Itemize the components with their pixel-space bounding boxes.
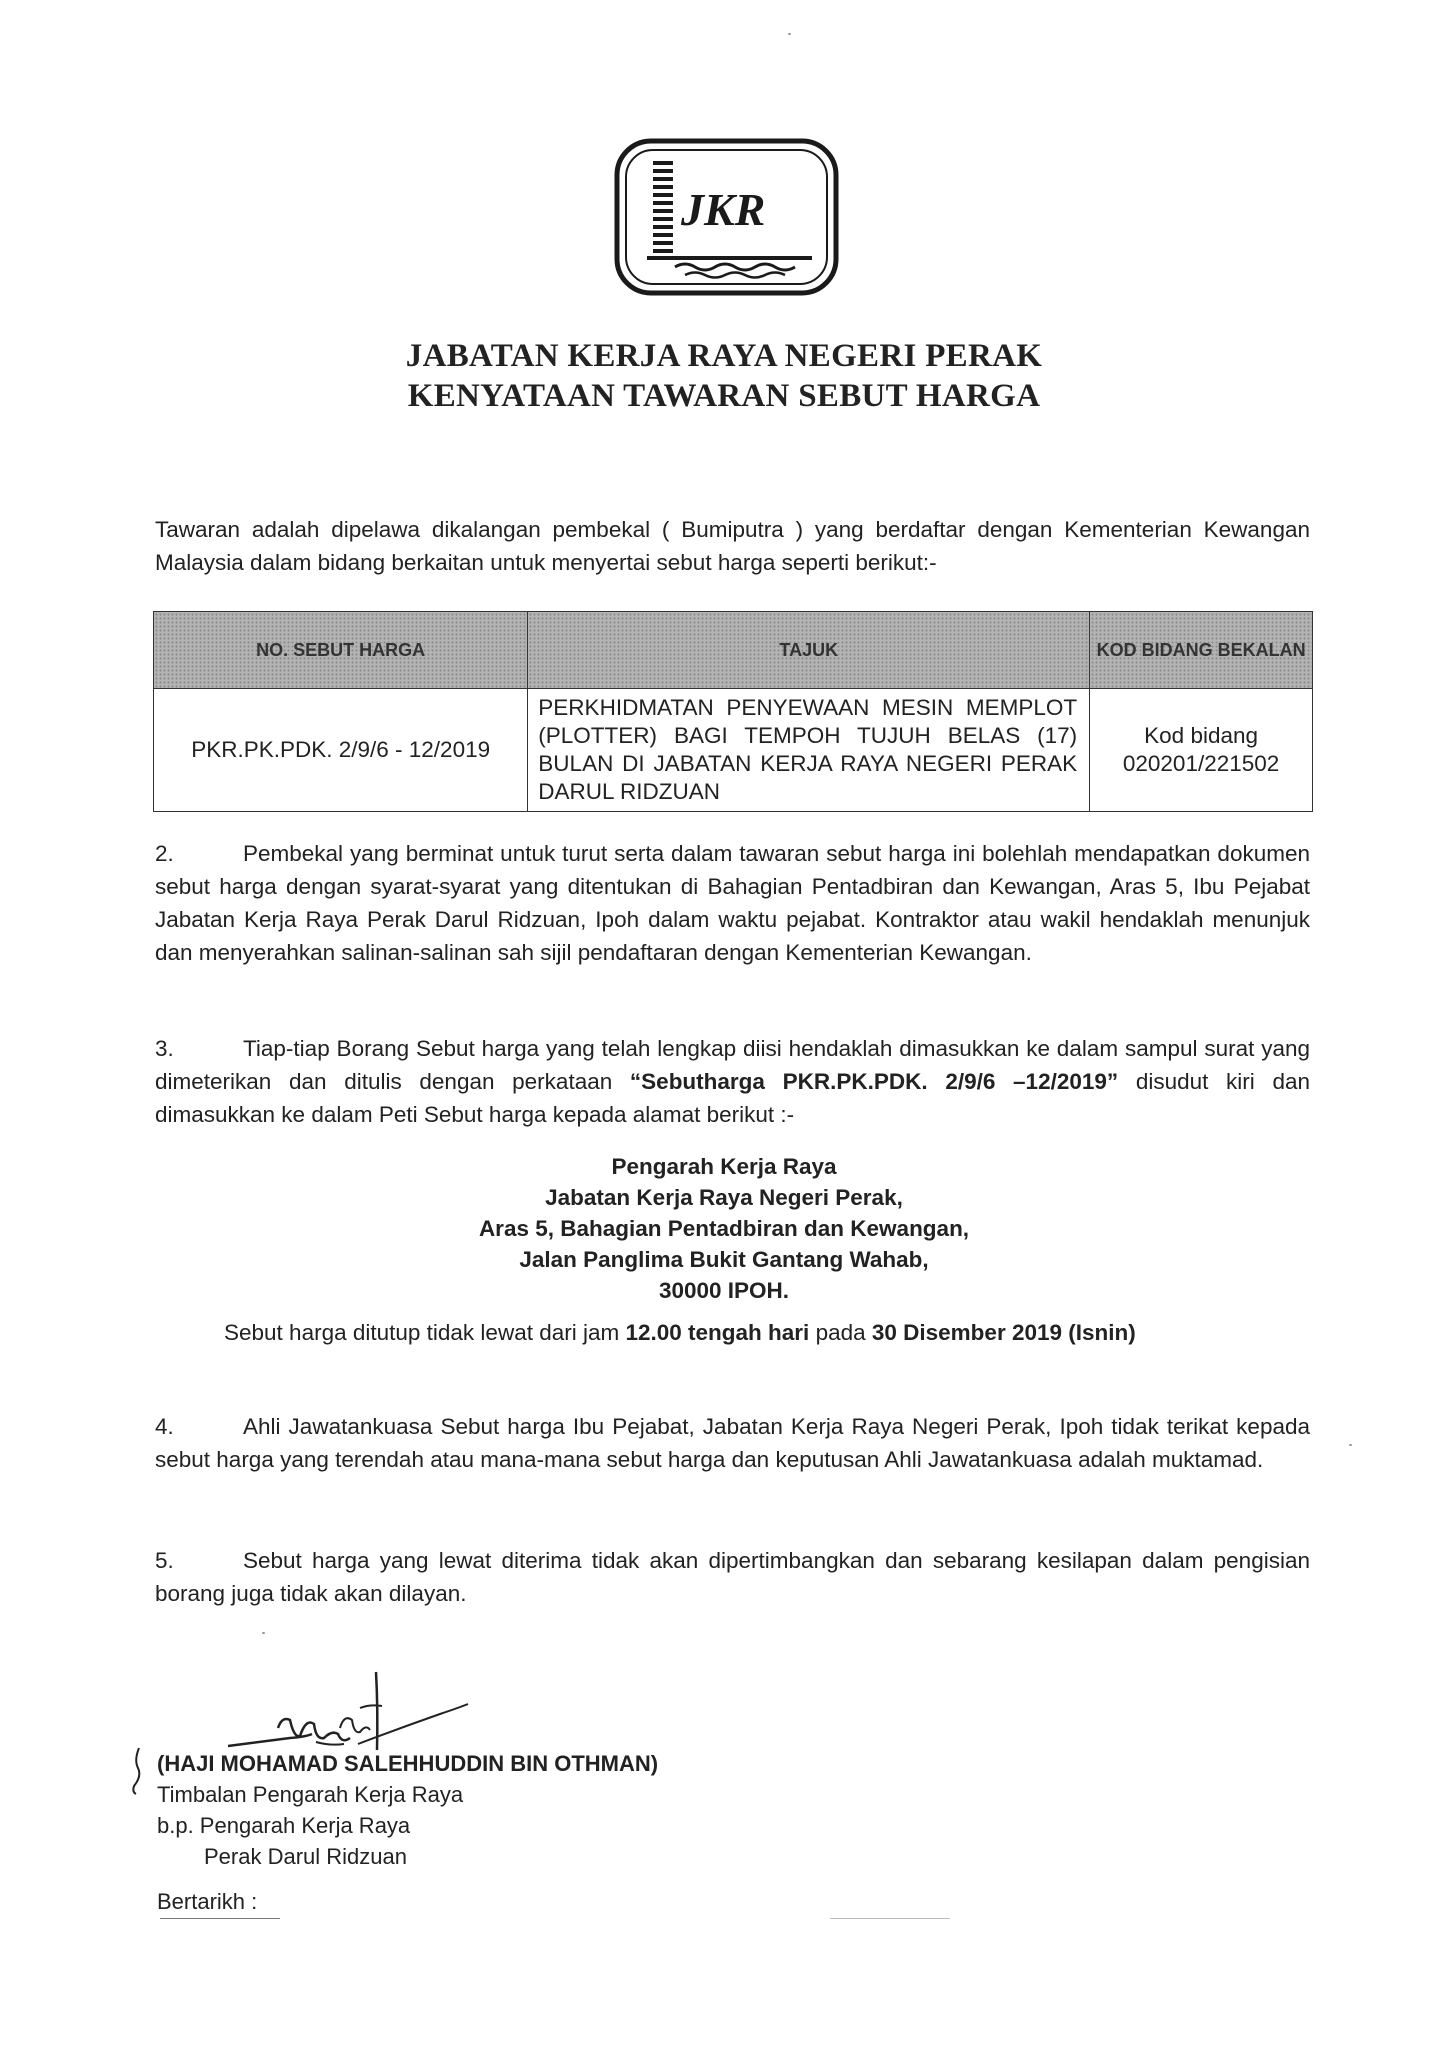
- department-title: JABATAN KERJA RAYA NEGERI PERAK: [405, 338, 1043, 374]
- logo-text: JKR: [681, 184, 766, 235]
- kod-value: 020201/221502: [1122, 751, 1280, 776]
- quotation-table: [153, 611, 1313, 812]
- address-line: 30000 IPOH.: [658, 1278, 790, 1303]
- paragraph-number: 3.: [155, 1036, 174, 1061]
- jkr-logo: [613, 137, 840, 297]
- scan-speck: [262, 1632, 265, 1634]
- paragraph-number: 2.: [155, 841, 174, 866]
- address-line: Pengarah Kerja Raya: [611, 1154, 837, 1179]
- cell-kod-bidang: [1090, 689, 1313, 812]
- kod-label: Kod bidang: [1144, 723, 1259, 748]
- cell-no-sebut-harga: PKR.PK.PDK. 2/9/6 - 12/2019: [154, 689, 528, 812]
- paragraph-number: 4.: [155, 1414, 174, 1439]
- address-line: Jalan Panglima Bukit Gantang Wahab,: [519, 1247, 929, 1272]
- paragraph-number: 5.: [155, 1548, 174, 1573]
- scan-speck: [788, 33, 791, 35]
- signatory-name: (HAJI MOHAMAD SALEHHUDDIN BIN OTHMAN): [157, 1751, 659, 1776]
- scan-artifact: [830, 1918, 950, 1919]
- column-header-no: NO. SEBUT HARGA: [154, 612, 528, 689]
- paragraph-2: [155, 837, 1310, 969]
- scan-speck: [1349, 1444, 1352, 1446]
- closing-mid: pada: [809, 1320, 872, 1345]
- paragraph-text: Sebut harga yang lewat diterima tidak akan dipertimbangkan dan sebarang kesilapan dalam pengisian borang juga tidak akan dilayan.: [155, 1548, 1310, 1606]
- address-line: Aras 5, Bahagian Pentadbiran dan Kewangan,: [478, 1216, 970, 1241]
- signatory-bp: b.p. Pengarah Kerja Raya: [157, 1813, 411, 1838]
- paragraph-3: [155, 1032, 1310, 1131]
- closing-time: 12.00 tengah hari: [625, 1320, 810, 1345]
- envelope-label: “Sebutharga PKR.PK.PDK. 2/9/6 –12/2019”: [629, 1069, 1119, 1094]
- paragraph-text: Ahli Jawatankuasa Sebut harga Ibu Pejabat, Jabatan Kerja Raya Negeri Perak, Ipoh tidak terikat kepada sebut harga yang terendah atau mana-mana sebut harga dan keputusan Ahli Jawatankuasa adalah muktamad.: [155, 1414, 1310, 1472]
- address-line: Jabatan Kerja Raya Negeri Perak,: [545, 1185, 903, 1210]
- paragraph-4: [155, 1410, 1310, 1476]
- column-header-tajuk: TAJUK: [528, 612, 1090, 689]
- date-label: Bertarikh :: [157, 1889, 258, 1914]
- closing-prefix: Sebut harga ditutup tidak lewat dari jam: [224, 1320, 626, 1345]
- address-block: [0, 1151, 1448, 1306]
- paragraph-text-end: disudut kiri dan dimasukkan ke dalam Peti Sebut harga kepada alamat berikut :-: [155, 1069, 1311, 1127]
- paragraph-5: [155, 1544, 1310, 1610]
- paragraph-text: Pembekal yang berminat untuk turut serta dalam tawaran sebut harga ini bolehlah mendapatkan dokumen sebut harga dengan syarat-syarat yang ditentukan di Bahagian Pentadbiran dan Kewangan, Aras 5, Ibu Pejabat Jabatan Kerja Raya Perak Darul Ridzuan, Ipoh dalam waktu pejabat. Kontraktor atau wakil hendaklah menunjuk dan menyerahkan salinan-salinan sah sijil pendaftaran dengan Kementerian Kewangan.: [155, 841, 1310, 965]
- column-header-kod: KOD BIDANG BEKALAN: [1090, 612, 1313, 689]
- intro-paragraph: Tawaran adalah dipelawa dikalangan pembekal ( Bumiputra ) yang berdaftar dengan Kementerian Kewangan Malaysia dalam bidang berkaitan untuk menyertai sebut harga seperti berikut:-: [155, 517, 1310, 575]
- signatory-block: [157, 1748, 658, 1872]
- cell-tajuk: PERKHIDMATAN PENYEWAAN MESIN MEMPLOT (PLOTTER) BAGI TEMPOH TUJUH BELAS (17) BULAN DI JABATAN KERJA RAYA NEGERI PERAK DARUL RIDZUAN: [528, 689, 1090, 812]
- document-title: KENYATAAN TAWARAN SEBUT HARGA: [407, 378, 1041, 414]
- date-underline: [160, 1918, 280, 1919]
- pen-mark: [130, 1746, 144, 1796]
- signatory-location: Perak Darul Ridzuan: [204, 1844, 407, 1869]
- table-row: [154, 689, 1313, 812]
- signatory-title: Timbalan Pengarah Kerja Raya: [157, 1782, 464, 1807]
- paragraph-text: Tiap-tiap Borang Sebut harga yang telah lengkap diisi hendaklah dimasukkan ke dalam sampul surat yang dimeterikan dan ditulis dengan perkataan: [155, 1036, 1310, 1094]
- table-header-row: [154, 612, 1313, 689]
- closing-date-statement: [224, 1320, 1136, 1346]
- closing-date: 30 Disember 2019 (Isnin): [871, 1320, 1136, 1345]
